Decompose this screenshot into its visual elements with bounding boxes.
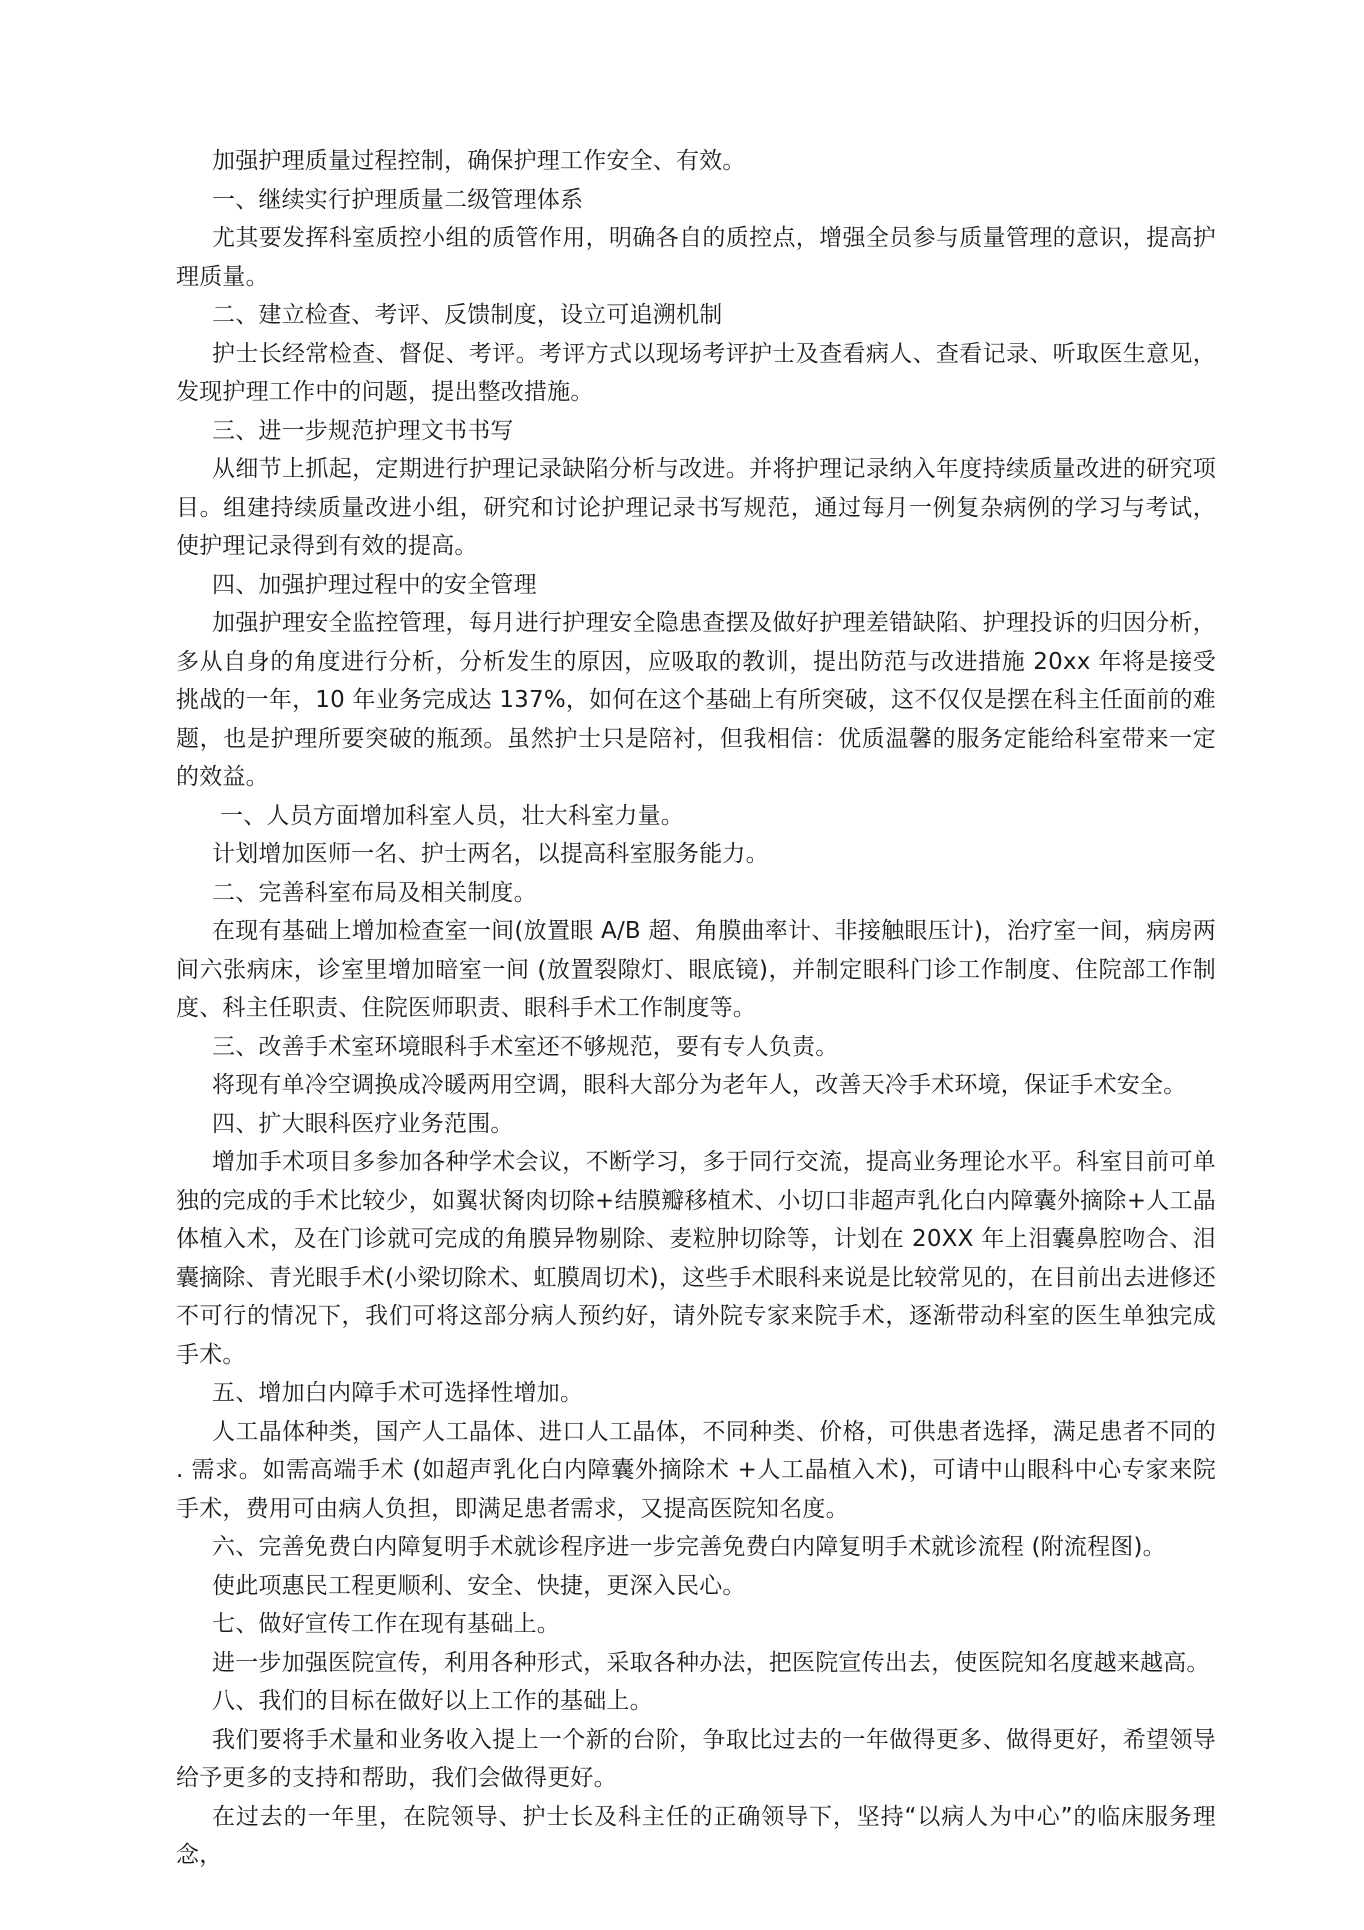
section-heading: 一、继续实行护理质量二级管理体系 (212, 186, 584, 213)
section-heading: 二、建立检查、考评、反馈制度，设立可追溯机制 (212, 302, 723, 328)
document-body (176, 142, 1216, 1875)
paragraph: 加强护理质量过程控制，确保护理工作安全、有效。 (212, 148, 746, 174)
paragraph: 增加手术项目多参加各种学术会议，不断学习，多于同行交流，提高业务理论水平。科室目前可单独的完成的手术比较少，如翼状胬肉切除+结膜瓣移植术、小切口非超声乳化白内障囊外摘除+人工晶体植入术，及在门诊就可完成的角膜异物剔除、麦粒肿切除等，计划在 20XX 年上泪囊鼻腔吻合、泪囊摘除、青光眼手术(小梁切除术、虹膜周切术)，这些手术眼科来说是比较常见的，在目前出去进修还不可行的情况下，我们可将这部分病人预约好，请外院专家来院手术，逐渐带动科室的医生单独完成手术。 (176, 1149, 1216, 1368)
paragraph: 从细节上抓起，定期进行护理记录缺陷分析与改进。并将护理记录纳入年度持续质量改进的研究项目。组建持续质量改进小组，研究和讨论护理记录书写规范，通过每月一例复杂病例的学习与考试，使护理记录得到有效的提高。 (176, 456, 1216, 559)
paragraph: 进一步加强医院宣传，利用各种形式，采取各种办法，把医院宣传出去，使医院知名度越来越高。 (212, 1649, 1210, 1676)
section-heading: 三、进一步规范护理文书书写 (212, 417, 514, 444)
section-heading: 八、我们的目标在做好以上工作的基础上。 (212, 1688, 653, 1714)
section-heading: 五、增加白内障手术可选择性增加。 (212, 1380, 584, 1406)
section-heading: 四、加强护理过程中的安全管理 (212, 571, 537, 598)
paragraph: 计划增加医师一名、护士两名，以提高科室服务能力。 (212, 841, 769, 867)
paragraph: 人工晶体种类，国产人工晶体、进口人工晶体，不同种类、价格，可供患者选择，满足患者不同的 . 需求。如需高端手术 (如超声乳化白内障囊外摘除术 +人工晶植入术)，可请中山眼科中心专家来院手术，费用可由病人负担，即满足患者需求，又提高医院知名度。 (176, 1418, 1216, 1522)
section-heading: 三、改善手术室环境眼科手术室还不够规范，要有专人负责。 (212, 1033, 839, 1060)
paragraph: 尤其要发挥科室质控小组的质管作用，明确各自的质控点，增强全员参与质量管理的意识，提高护理质量。 (176, 225, 1216, 290)
paragraph: 在过去的一年里，在院领导、护士长及科主任的正确领导下，坚持“以病人为中心”的临床服务理念， (176, 1803, 1216, 1868)
section-heading: 一、人员方面增加科室人员，壮大科室力量。 (220, 802, 684, 829)
section-heading: 六、完善免费白内障复明手术就诊程序进一步完善免费白内障复明手术就诊流程 (附流程图)。 (212, 1534, 1166, 1560)
section-heading: 二、完善科室布局及相关制度。 (212, 879, 537, 906)
section-heading: 七、做好宣传工作在现有基础上。 (212, 1611, 560, 1637)
paragraph: 在现有基础上增加检查室一间(放置眼 A/B 超、角膜曲率计、非接触眼压计)，治疗室一间，病房两间六张病床，诊室里增加暗室一间 (放置裂隙灯、眼底镜)，并制定眼科门诊工作制度、住院部工作制度、科主任职责、住院医师职责、眼科手术工作制度等。 (176, 918, 1216, 1021)
paragraph: 护士长经常检查、督促、考评。考评方式以现场考评护士及查看病人、查看记录、听取医生意见，发现护理工作中的问题，提出整改措施。 (176, 340, 1216, 405)
paragraph: 使此项惠民工程更顺利、安全、快捷，更深入民心。 (212, 1572, 746, 1599)
paragraph: 加强护理安全监控管理，每月进行护理安全隐患查摆及做好护理差错缺陷、护理投诉的归因分析，多从自身的角度进行分析，分析发生的原因，应吸取的教训，提出防范与改进措施 20xx 年将是接受挑战的一年，10 年业务完成达 137%，如何在这个基础上有所突破，这不仅仅是摆在科主任面前的难题，也是护理所要突破的瓶颈。虽然护士只是陪衬，但我相信：优质温馨的服务定能给科室带来一定的效益。 (176, 610, 1216, 790)
section-heading: 四、扩大眼科医疗业务范围。 (212, 1110, 514, 1137)
paragraph: 我们要将手术量和业务收入提上一个新的台阶，争取比过去的一年做得更多、做得更好，希望领导给予更多的支持和帮助，我们会做得更好。 (176, 1726, 1216, 1791)
paragraph: 将现有单冷空调换成冷暖两用空调，眼科大部分为老年人，改善天冷手术环境，保证手术安全。 (212, 1072, 1187, 1098)
